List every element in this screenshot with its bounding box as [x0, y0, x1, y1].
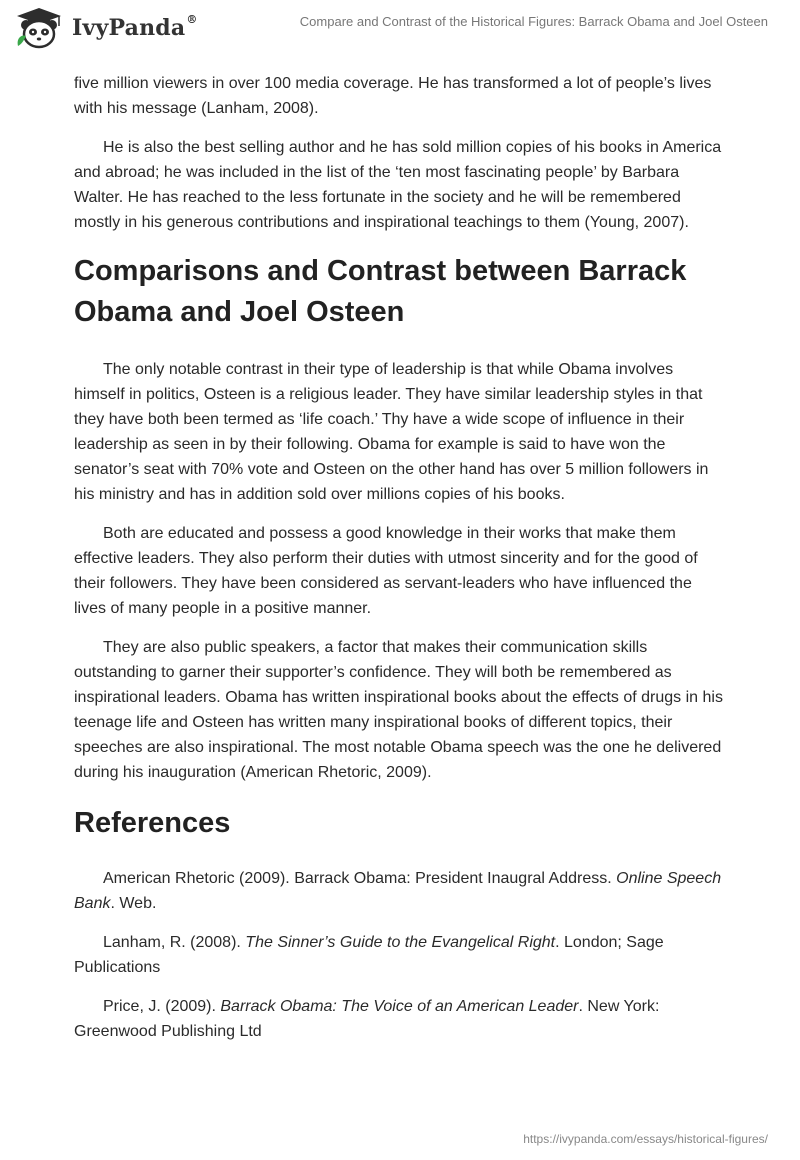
paragraph: Both are educated and possess a good knowledge in their works that make them effective leaders. They also perform their duties with utmost sincerity and for the good of their followers. They have been considered as servant-leaders who have influenced the lives of many people in a positive manner.	[74, 525, 698, 617]
section-heading-comparisons: Comparisons and Contrast between Barrack Obama and Joel Osteen	[74, 255, 687, 328]
section-heading-references: References	[74, 807, 231, 839]
logo-wordmark: IvyPanda®	[72, 13, 198, 41]
reference-entry: American Rhetoric (2009). Barrack Obama: President Inaugral Address. Online Speech Bank. Web.	[74, 870, 722, 912]
panda-logo-icon	[14, 6, 64, 50]
page-header	[0, 0, 800, 66]
paragraph: They are also public speakers, a factor that makes their communication skills outstanding to garner their supporter’s confidence. They will both be remembered as inspirational leaders. Obama has written inspirational books about the effects of drugs in his teenage life and Osteen has written many inspirational books of different topics, their speeches are also inspirational. The most notable Obama speech was the one he delivered during his inauguration (American Rhetoric, 2009).	[74, 639, 723, 781]
paragraph: The only notable contrast in their type of leadership is that while Obama involves himself in politics, Osteen is a religious leader. They have similar leadership styles in that they have both been termed as ‘life coach.’ Thy have a wide scope of influence in their leadership as seen in by their following. Obama for example is said to have won the senator’s seat with 70% vote and Osteen on the other hand has over 5 million followers in his ministry and has in addition sold over millions copies of his books.	[74, 361, 709, 503]
document-title: Compare and Contrast of the Historical Figures: Barrack Obama and Joel Osteen	[299, 14, 768, 29]
reference-entry: Lanham, R. (2008). The Sinner’s Guide to the Evangelical Right. London; Sage Publications	[74, 934, 664, 976]
paragraph: He is also the best selling author and he has sold million copies of his books in America and abroad; he was included in the list of the ‘ten most fascinating people’ by Barbara Walter. He has reached to the less fortunate in the society and he will be remembered mostly in his generous contributions and inspirational teachings to them (Young, 2007).	[74, 139, 722, 231]
ivypanda-logo[interactable]	[14, 6, 198, 50]
source-url-link[interactable]: https://ivypanda.com/essays/historical-figures/	[523, 1132, 768, 1146]
essay-content	[74, 71, 724, 1058]
reference-entry: Price, J. (2009). Barrack Obama: The Voice of an American Leader. New York: Greenwood Publishing Ltd	[74, 998, 660, 1040]
paragraph-continued: five million viewers in over 100 media coverage. He has transformed a lot of people’s lives with his message (Lanham, 2008).	[74, 75, 712, 117]
